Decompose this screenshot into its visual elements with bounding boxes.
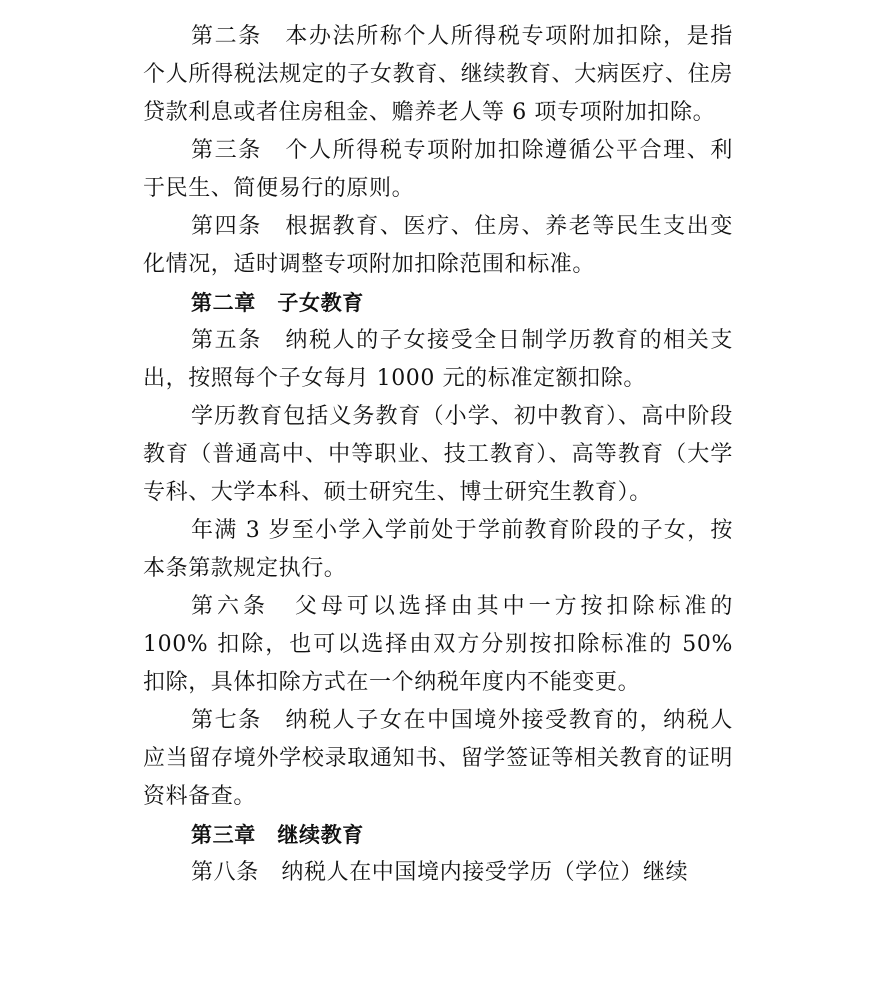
education-scope-paragraph: 学历教育包括义务教育（小学、初中教育）、高中阶段教育（普通高中、中等职业、技工教育）、高等教育（大学专科、大学本科、硕士研究生、博士研究生教育）。 <box>143 404 733 505</box>
article-5-paragraph: 第五条 纳税人的子女接受全日制学历教育的相关支出，按照每个子女每月 1000 元的标准定额扣除。 <box>143 328 733 391</box>
article-6-paragraph: 第六条 父母可以选择由其中一方按扣除标准的 100% 扣除，也可以选择由双方分别按扣除标准的 50% 扣除，具体扣除方式在一个纳税年度内不能变更。 <box>143 594 733 695</box>
article-4-paragraph: 第四条 根据教育、医疗、住房、养老等民生支出变化情况，适时调整专项附加扣除范围和标准。 <box>143 214 733 277</box>
article-2-paragraph: 第二条 本办法所称个人所得税专项附加扣除，是指个人所得税法规定的子女教育、继续教育、大病医疗、住房贷款利息或者住房租金、赡养老人等 6 项专项附加扣除。 <box>143 24 733 125</box>
preschool-paragraph: 年满 3 岁至小学入学前处于学前教育阶段的子女，按本条第款规定执行。 <box>143 518 733 581</box>
article-8-paragraph: 第八条 纳税人在中国境内接受学历（学位）继续 <box>191 860 689 885</box>
document-page <box>143 18 733 892</box>
article-3-paragraph: 第三条 个人所得税专项附加扣除遵循公平合理、利于民生、简便易行的原则。 <box>143 138 733 201</box>
article-7-paragraph: 第七条 纳税人子女在中国境外接受教育的，纳税人应当留存境外学校录取通知书、留学签证等相关教育的证明资料备查。 <box>143 708 733 809</box>
chapter-2-heading: 第二章 子女教育 <box>191 291 364 315</box>
chapter-3-heading: 第三章 继续教育 <box>191 823 364 847</box>
